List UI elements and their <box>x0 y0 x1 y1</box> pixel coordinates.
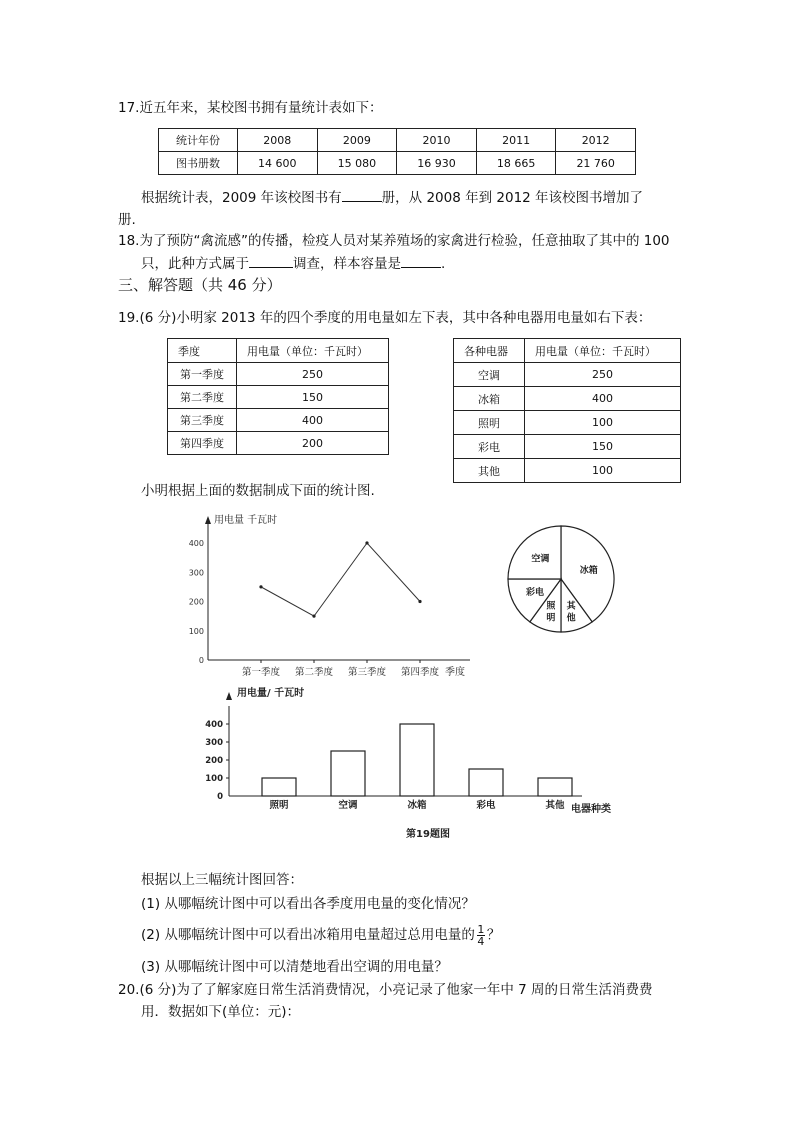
bar <box>400 724 434 796</box>
pie-slice-label: 其他 <box>566 601 576 624</box>
q19-q2-text-a: (2) 从哪幅统计图中可以看出冰箱用电量超过总用电量的 <box>141 927 475 943</box>
q20-line2: 用．数据如下(单位：元)： <box>141 1004 301 1020</box>
q19-made-chart: 小明根据上面的数据制成下面的统计图. <box>141 483 375 499</box>
x-tick-label: 空调 <box>338 800 358 811</box>
pie-slice-label: 照明 <box>546 601 556 624</box>
appliance-table <box>453 338 681 483</box>
pie-slice-label: 冰箱 <box>579 565 598 576</box>
year-cell: 2011 <box>476 129 556 152</box>
q17-text-a: 根据统计表，2009 年该校图书有 <box>141 190 342 206</box>
q19-stem: 19.(6 分)小明家 2013 年的四个季度的用电量如左下表，其中各种电器用电量如右下表： <box>118 310 652 326</box>
y-tick-label: 300 <box>205 738 223 748</box>
q17-question <box>141 188 643 208</box>
count-cell: 21 760 <box>556 152 636 175</box>
charts-canvas <box>0 500 794 850</box>
y-tick-label: 400 <box>188 539 204 548</box>
count-cell: 14 600 <box>238 152 318 175</box>
y-tick-label: 100 <box>205 774 223 784</box>
table-header-cell: 统计年份 <box>159 129 238 152</box>
table-cell: 250 <box>237 363 389 386</box>
y-tick-label: 200 <box>188 597 204 607</box>
table-cell: 第一季度 <box>168 363 237 386</box>
line-chart-ylabel: 用电量 千瓦时 <box>214 515 278 526</box>
q17-text-c: 册. <box>118 212 136 228</box>
q18-line1: 18.为了预防“禽流感”的传播，检疫人员对某养殖场的家禽进行检验，任意抽取了其中的 100 <box>118 233 670 249</box>
x-tick-label: 冰箱 <box>407 800 427 811</box>
x-tick-label: 第四季度 <box>400 667 440 678</box>
section-title: 三、解答题（共 46 分） <box>118 276 282 294</box>
pie-slice-label: 彩电 <box>526 588 545 599</box>
data-point <box>418 600 421 603</box>
table-cell: 200 <box>237 432 389 455</box>
table-cell: 150 <box>525 435 681 459</box>
table-cell: 彩电 <box>454 435 525 459</box>
table-cell: 其他 <box>454 459 525 483</box>
q18-text-a: 只，此种方式属于 <box>141 256 249 272</box>
q17-stem: 17.近五年来，某校图书拥有量统计表如下： <box>118 100 383 116</box>
fraction-one-quarter <box>477 924 485 947</box>
table-cell: 250 <box>525 363 681 387</box>
table-cell: 照明 <box>454 411 525 435</box>
library-table <box>158 128 636 175</box>
bar-chart-ylabel: 用电量/ 千瓦时 <box>237 688 305 699</box>
table-cell: 150 <box>237 386 389 409</box>
y-tick-label: 0 <box>198 656 204 665</box>
fraction-numerator: 1 <box>477 922 485 936</box>
data-point <box>259 585 262 588</box>
pie-slice <box>508 526 561 579</box>
q19-question-3: (3) 从哪幅统计图中可以清楚地看出空调的用电量？ <box>141 959 448 975</box>
q18-line2 <box>141 254 445 274</box>
q20-line1: 20.(6 分)为了了解家庭日常生活消费情况，小亮记录了他家一年中 7 周的日常生活消费费 <box>118 982 653 998</box>
bar <box>331 751 365 796</box>
y-tick-label: 400 <box>205 720 223 730</box>
year-cell: 2009 <box>317 129 397 152</box>
q19-ask: 根据以上三幅统计图回答： <box>141 872 303 888</box>
answer-blank[interactable] <box>401 254 441 268</box>
table-cell: 100 <box>525 459 681 483</box>
q19-question-2 <box>141 922 500 948</box>
q18-text-c: . <box>441 256 446 272</box>
x-tick-label: 第一季度 <box>241 667 281 678</box>
figure-caption: 第19题图 <box>406 829 450 840</box>
series-line <box>261 543 420 616</box>
x-tick-label: 其他 <box>545 800 565 811</box>
year-cell: 2010 <box>397 129 477 152</box>
table-cell: 100 <box>525 411 681 435</box>
q19-q2-text-b: ？ <box>486 927 501 943</box>
y-axis-arrow <box>205 516 211 524</box>
year-cell: 2008 <box>238 129 318 152</box>
table-cell: 第四季度 <box>168 432 237 455</box>
x-tick-label: 第三季度 <box>347 667 387 678</box>
bar <box>538 778 572 796</box>
y-tick-label: 200 <box>205 756 223 766</box>
table-cell: 冰箱 <box>454 387 525 411</box>
y-tick-label: 300 <box>188 568 204 578</box>
season-table <box>167 338 389 455</box>
q17-text-b: 册，从 2008 年到 2012 年该校图书增加了 <box>381 190 644 206</box>
table-header-cell: 各种电器 <box>454 339 525 363</box>
count-cell: 16 930 <box>397 152 477 175</box>
table-header-cell: 用电量（单位：千瓦时） <box>237 339 389 363</box>
answer-blank[interactable] <box>249 254 293 268</box>
pie-slice-label: 空调 <box>531 554 550 565</box>
bar <box>469 769 503 796</box>
count-cell: 18 665 <box>476 152 556 175</box>
answer-blank[interactable] <box>342 188 382 202</box>
bar-chart-xlabel: 电器种类 <box>571 804 611 815</box>
data-point <box>365 541 368 544</box>
table-header-cell: 用电量（单位：千瓦时） <box>525 339 681 363</box>
q19-question-1: (1) 从哪幅统计图中可以看出各季度用电量的变化情况？ <box>141 896 475 912</box>
table-cell: 空调 <box>454 363 525 387</box>
table-cell: 400 <box>525 387 681 411</box>
y-tick-label: 100 <box>188 626 204 636</box>
table-cell: 第二季度 <box>168 386 237 409</box>
fraction-denominator: 4 <box>477 934 485 948</box>
table-cell: 400 <box>237 409 389 432</box>
y-tick-label: 0 <box>217 792 223 802</box>
q18-text-b: 调查，样本容量是 <box>293 256 401 272</box>
line-chart <box>189 513 470 678</box>
table-row-label: 图书册数 <box>159 152 238 175</box>
x-tick-label: 彩电 <box>476 800 496 811</box>
y-axis-arrow <box>226 692 232 700</box>
pie-chart <box>508 526 614 632</box>
count-cell: 15 080 <box>317 152 397 175</box>
table-cell: 第三季度 <box>168 409 237 432</box>
line-chart-xlabel: 季度 <box>445 667 465 678</box>
bar <box>262 778 296 796</box>
year-cell: 2012 <box>556 129 636 152</box>
x-tick-label: 第二季度 <box>294 667 334 678</box>
data-point <box>312 615 315 618</box>
x-tick-label: 照明 <box>269 800 289 811</box>
table-header-cell: 季度 <box>168 339 237 363</box>
bar-chart <box>205 686 611 815</box>
